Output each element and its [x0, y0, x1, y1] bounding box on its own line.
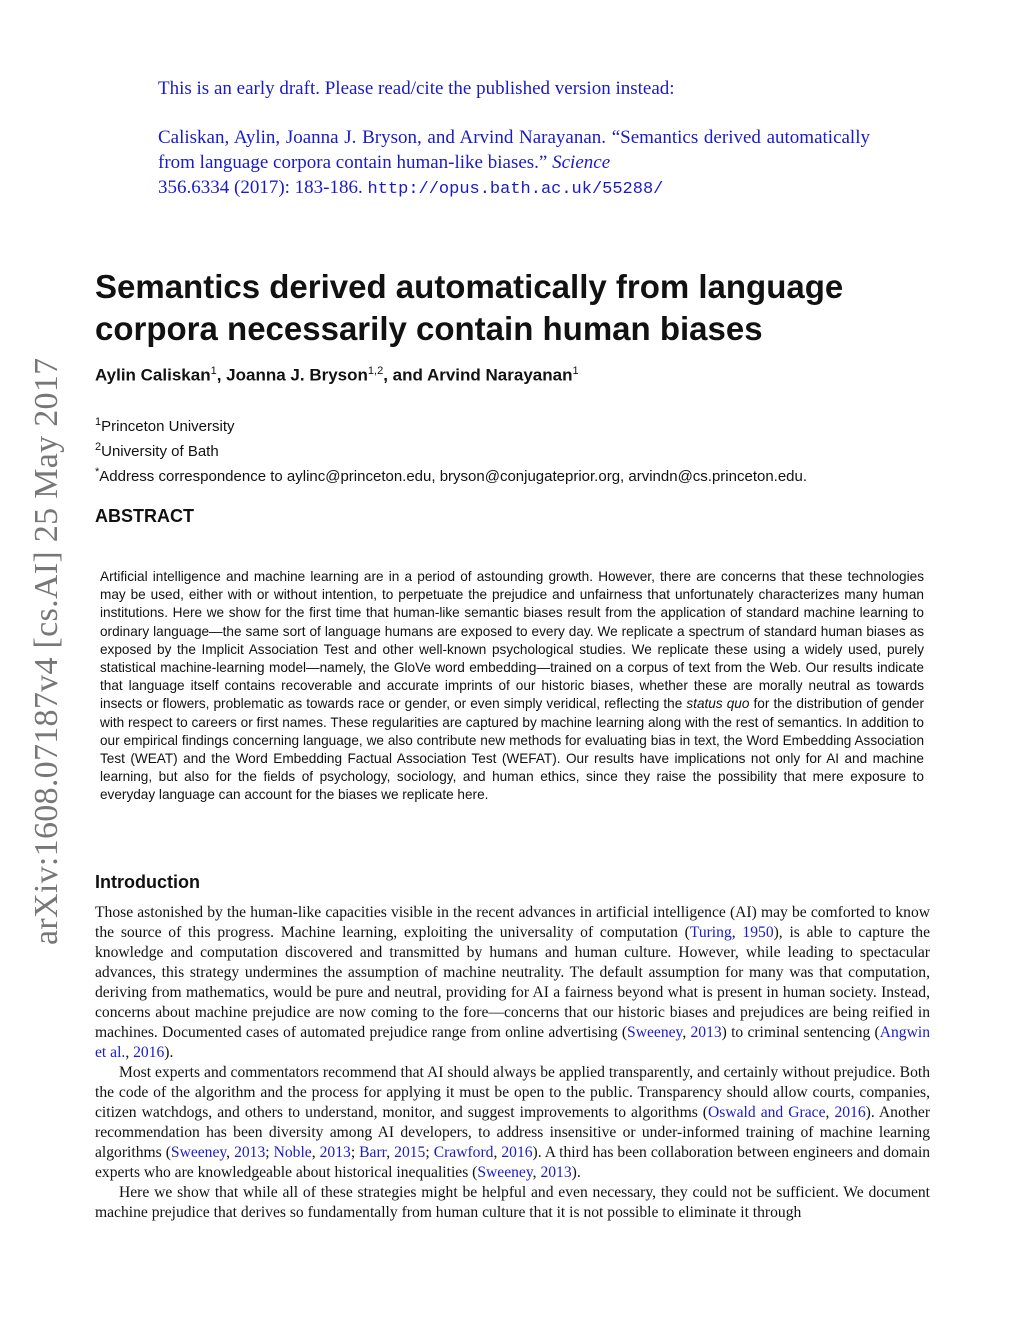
citation-year-link[interactable]: 1950 [742, 924, 774, 941]
abstract-text: for the distribution of gender with respect to careers or first names. These regularities are captured by machine learning along with the rest of semantics. In addition to our empirical findings concerning language, we also contribute new methods for evaluating bias in text, the Word Embedding Association Test (WEAT) and the Word Embedding Factual Association Test (WEFAT). Our results have implications not only for AI and machine learning, but also for the fields of psychology, sociology, and human ethics, since they raise the possibility that mere exposure to everyday language can account for the biases we replicate here. [100, 696, 924, 803]
citation-volume: 356.6334 (2017): 183-186. [158, 177, 363, 198]
correspondence-line [95, 462, 807, 487]
paragraph-text: ). A third has been collaboration between engineers and domain experts who are knowledgeable about historical inequalities ( [95, 1144, 931, 1181]
abstract-heading: ABSTRACT [95, 506, 194, 526]
paragraph-text: ). [164, 1044, 174, 1061]
paragraph-text: Most experts and commentators recommend that AI should always be applied transparently, and certainly without prejudice. Both the code of the algorithm and the process for applying it must be open to the public. Transparency should allow courts, companies, citizen watchdogs, and others to understand, monitor, and suggest improvements to algorithms ( [95, 1064, 930, 1121]
citation-separator: , [493, 1144, 502, 1161]
published-citation[interactable] [158, 125, 870, 202]
citation-link[interactable]: Oswald and Grace [708, 1104, 826, 1121]
introduction-heading: Introduction [95, 872, 200, 892]
citation-year-link[interactable]: 2016 [834, 1104, 866, 1121]
abstract-body [100, 568, 924, 805]
introduction-body [95, 903, 930, 1223]
abstract-italic-term: status quo [686, 696, 750, 712]
affiliation-mark: 1 [95, 416, 102, 428]
introduction-paragraph [95, 1063, 930, 1183]
correspondence-mark: * [95, 466, 100, 478]
citation-link[interactable]: Noble [273, 1144, 312, 1161]
citation-separator: , [731, 924, 743, 941]
paragraph-text: ), is able to capture the knowledge and computation discovered and transmitted by humans and human culture. However, while leading to spectacular advances, this strategy undermines the assumption of machine neutrality. The default assumption for many was that computation, deriving from mathematics, would be pure and neutral, providing for AI a fairness beyond what is present in human society. Instead, concerns about machine prejudice are now coming to the fore—concerns that our historic biases and prejudices are being reified in machines. Documented cases of automated prejudice range from online advertising ( [95, 924, 930, 1041]
author-affiliation-mark: 1,2 [367, 365, 384, 377]
author-separator: , [216, 365, 227, 385]
citation-separator: , [386, 1144, 395, 1161]
citation-separator: , [125, 1044, 134, 1061]
citation-separator: , [532, 1164, 541, 1181]
introduction-paragraph [95, 903, 930, 1063]
citation-separator: ; [350, 1144, 360, 1161]
citation-link[interactable]: Sweeney [477, 1164, 533, 1181]
author-affiliation-mark: 1 [572, 365, 579, 377]
citation-year-link[interactable]: 2013 [234, 1144, 266, 1161]
citation-year-link[interactable]: 2015 [394, 1144, 426, 1161]
citation-separator: ; [265, 1144, 274, 1161]
citation-url-link[interactable]: http://opus.bath.ac.uk/55288/ [367, 180, 664, 199]
draft-notice [158, 76, 870, 202]
author-name: Aylin Caliskan [95, 365, 211, 385]
citation-link[interactable]: Sweeney [627, 1024, 683, 1041]
affiliation-line [95, 412, 807, 437]
citation-journal: Science [552, 152, 611, 173]
citation-year-link[interactable]: 2013 [319, 1144, 351, 1161]
citation-link[interactable]: Crawford [433, 1144, 494, 1161]
affiliations [95, 412, 807, 487]
citation-separator: , [226, 1144, 235, 1161]
author-list [95, 365, 579, 386]
citation-separator: , [311, 1144, 320, 1161]
citation-year-link[interactable]: 2016 [501, 1144, 533, 1161]
citation-link[interactable]: Turing [689, 924, 732, 941]
citation-separator: , [682, 1024, 691, 1041]
author-separator: , and [383, 365, 427, 385]
paragraph-text: ). [571, 1164, 581, 1181]
paragraph-text: Those astonished by the human-like capacities visible in the recent advances in artificial intelligence (AI) may be comforted to know the source of this progress. Machine learning, exploiting the universality of computation ( [95, 904, 930, 941]
citation-link[interactable]: Barr [359, 1144, 387, 1161]
author-name: Joanna J. Bryson [226, 365, 368, 385]
citation-separator: , [825, 1104, 835, 1121]
citation-year-link[interactable]: 2016 [133, 1044, 165, 1061]
citation-link[interactable]: Sweeney [170, 1144, 227, 1161]
author-affiliation-mark: 1 [210, 365, 217, 377]
draft-notice-line: This is an early draft. Please read/cite the published version instead: [158, 78, 675, 99]
citation-separator: ; [425, 1144, 434, 1161]
affiliation-name: Princeton University [101, 418, 235, 435]
author-name: Arvind Narayanan [426, 365, 573, 385]
paragraph-text: ) to criminal sentencing ( [721, 1024, 880, 1041]
affiliation-name: University of Bath [101, 443, 219, 460]
citation-year-link[interactable]: 2013 [540, 1164, 572, 1181]
citation-link[interactable]: Angwin et al. [95, 1024, 930, 1061]
correspondence-text: Address correspondence to aylinc@princeton.edu, bryson@conjugateprior.org, arvindn@cs.princeton.edu. [99, 468, 808, 485]
citation-text: Caliskan, Aylin, Joanna J. Bryson, and Arvind Narayanan. “Semantics derived automatically from language corpora contain human-like biases.” [158, 127, 870, 173]
paper-title: Semantics derived automatically from language corpora necessarily contain human biases [95, 268, 844, 347]
arxiv-identifier-stamp: arXiv:1608.07187v4 [cs.AI] 25 May 2017 [28, 357, 65, 945]
paragraph-text: ). Another recommendation has been diversity among AI developers, to address insensitive or under-informed training of machine learning algorithms ( [95, 1104, 931, 1161]
introduction-paragraph: Here we show that while all of these strategies might be helpful and even necessary, they could not be sufficient. We document machine prejudice that derives so fundamentally from human culture that it is not possible to eliminate it through [95, 1184, 930, 1221]
abstract-text: Artificial intelligence and machine learning are in a period of astounding growth. However, there are concerns that these technologies may be used, either with or without intention, to perpetuate the prejudice and unfairness that unfortunately characterizes many human institutions. Here we show for the first time that human-like semantic biases result from the application of standard machine learning to ordinary language—the same sort of language humans are exposed to every day. We replicate a spectrum of standard human biases as exposed by the Implicit Association Test and other well-known psychological studies. We replicate these using a widely used, purely statistical machine-learning model—namely, the GloVe word embedding—trained on a corpus of text from the Web. Our results indicate that language itself contains recoverable and accurate imprints of our historic biases, whether these are morally neutral as towards insects or flowers, problematic as towards race or gender, or even simply veridical, reflecting the [100, 569, 924, 712]
affiliation-line [95, 437, 807, 462]
affiliation-mark: 2 [95, 441, 102, 453]
citation-year-link[interactable]: 2013 [690, 1024, 722, 1041]
